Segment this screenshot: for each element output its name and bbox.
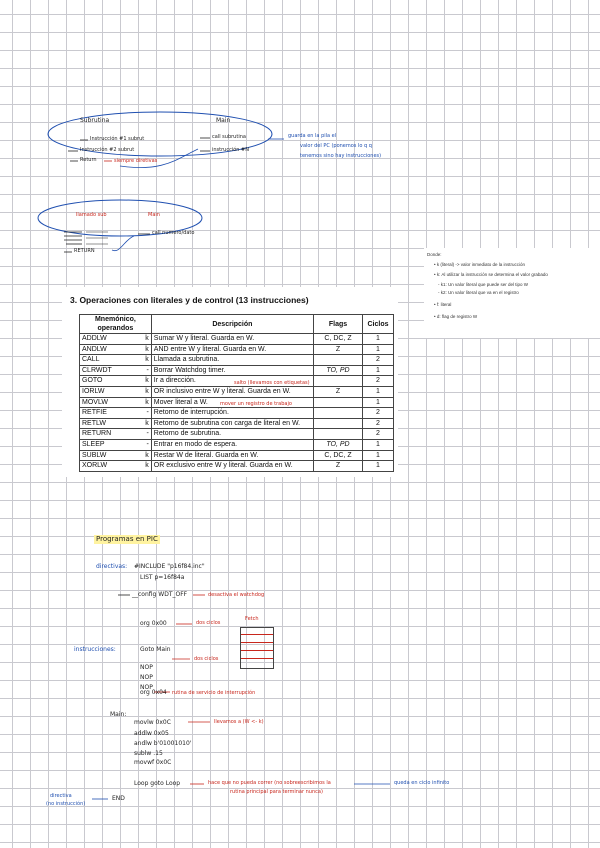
side-note-line: - k1: Un valor literal que puede ser del tipo W bbox=[438, 282, 529, 287]
operand-cell: k bbox=[138, 397, 152, 408]
table-row bbox=[80, 365, 394, 376]
org4-note: rutina de servicio de interrupción bbox=[172, 690, 256, 696]
config-note: desactiva el watchdog bbox=[208, 592, 265, 598]
table-row bbox=[80, 418, 394, 429]
loop-note-1: hace que no pueda correr (no sobreescribimos la bbox=[208, 780, 331, 786]
operand-cell: k bbox=[138, 344, 152, 355]
mnemonic-cell: MOVLW bbox=[80, 397, 138, 408]
operand-cell: - bbox=[138, 365, 152, 376]
description-cell: Retorno de interrupción. bbox=[151, 408, 313, 419]
operand-cell: - bbox=[138, 429, 152, 440]
loop-note-3: queda en ciclo infinito bbox=[394, 780, 450, 786]
directivas-label: directivas: bbox=[96, 563, 128, 570]
header-cycles: Ciclos bbox=[363, 315, 394, 334]
directiva-left-1: directiva bbox=[50, 793, 72, 799]
table-row bbox=[80, 408, 394, 419]
flags-cell: C, DC, Z bbox=[314, 334, 363, 345]
sketch-instr2: Instrucción #2 subrut bbox=[80, 147, 135, 153]
goto-annotation: salto (llevamos con etiquetas) bbox=[234, 380, 310, 386]
table-row bbox=[80, 450, 394, 461]
side-note-line: • d: flag de registro W bbox=[434, 314, 478, 319]
code-line: andlw b'01001010' bbox=[134, 740, 192, 747]
operand-cell: - bbox=[138, 408, 152, 419]
instrucciones-label: instrucciones: bbox=[74, 646, 116, 653]
side-note-line: • k (literal) -> valor inmediato de la instrucción bbox=[434, 262, 525, 267]
directiva-left-2: (no instrucción) bbox=[46, 801, 86, 807]
mnemonic-cell: ANDLW bbox=[80, 344, 138, 355]
sketch-siempre-note: siempre diretivas bbox=[114, 158, 158, 164]
mnemonic-cell: SUBLW bbox=[80, 450, 138, 461]
instruction-table bbox=[79, 314, 394, 472]
flags-cell: Z bbox=[314, 344, 363, 355]
flags-cell: TO, PD bbox=[314, 365, 363, 376]
description-cell: Borrar Watchdog timer. bbox=[151, 365, 313, 376]
operand-cell: k bbox=[138, 386, 152, 397]
movlw-note: llevamos a (W <- k) bbox=[214, 719, 264, 725]
code-end: END bbox=[112, 795, 125, 802]
code-line: movlw 0x0C bbox=[134, 719, 171, 726]
mnemonic-cell: IORLW bbox=[80, 386, 138, 397]
code-nop: NOP bbox=[140, 684, 153, 691]
operand-cell: k bbox=[138, 418, 152, 429]
goto-note: dos ciclos bbox=[194, 656, 219, 662]
side-note-card bbox=[424, 248, 600, 338]
cycles-cell: 1 bbox=[363, 450, 394, 461]
cycles-cell: 1 bbox=[363, 439, 394, 450]
flags-cell bbox=[314, 397, 363, 408]
description-cell: Mover literal a W. bbox=[151, 397, 313, 408]
description-cell: Retorno de subrutina con carga de literal en W. bbox=[151, 418, 313, 429]
cycles-cell: 1 bbox=[363, 334, 394, 345]
sketch-instr1: Instrucción #1 subrut bbox=[90, 136, 145, 142]
description-cell: Ir a dirección. bbox=[151, 376, 313, 387]
operand-cell: k bbox=[138, 376, 152, 387]
header-mnemonic: Mnemónico, operandos bbox=[80, 315, 152, 334]
side-note-line: - k2: Un valor literal que va en el registro bbox=[438, 290, 519, 295]
code-goto-main: Goto Main bbox=[140, 646, 171, 653]
flags-cell bbox=[314, 418, 363, 429]
cycles-cell: 1 bbox=[363, 344, 394, 355]
table-title: 3. Operaciones con literales y de control (13 instrucciones) bbox=[70, 295, 309, 305]
cycles-cell: 2 bbox=[363, 355, 394, 366]
operand-cell: k bbox=[138, 355, 152, 366]
memory-diagram bbox=[240, 627, 274, 669]
code-org4: org 0x04 bbox=[140, 689, 167, 696]
sketch-call: call subrutina bbox=[212, 134, 246, 140]
mnemonic-cell: RETFIE bbox=[80, 408, 138, 419]
code-list: LIST p=16f84a bbox=[140, 574, 185, 581]
code-line: addlw 0x05 bbox=[134, 730, 169, 737]
side-note-title: Donde: bbox=[427, 252, 442, 257]
sketch-subrutina-label: Subrutina bbox=[80, 117, 110, 124]
operand-cell: k bbox=[138, 334, 152, 345]
flags-cell bbox=[314, 429, 363, 440]
table-row bbox=[80, 386, 394, 397]
table-row bbox=[80, 461, 394, 472]
mnemonic-cell: CALL bbox=[80, 355, 138, 366]
mnemonic-cell: GOTO bbox=[80, 376, 138, 387]
cycles-cell: 2 bbox=[363, 418, 394, 429]
mnemonic-cell: RETLW bbox=[80, 418, 138, 429]
description-cell: AND entre W y literal. Guarda en W. bbox=[151, 344, 313, 355]
cycles-cell: 1 bbox=[363, 397, 394, 408]
org0-note: dos ciclos bbox=[196, 620, 221, 626]
sketch-note-line1: guarda en la pila el bbox=[288, 133, 337, 139]
sketch-llamado-label: llamado sub bbox=[76, 212, 107, 218]
sketch-return: Return bbox=[80, 157, 97, 163]
flags-cell: TO, PD bbox=[314, 439, 363, 450]
table-row bbox=[80, 334, 394, 345]
code-line: sublw .15 bbox=[134, 750, 163, 757]
code-nop: NOP bbox=[140, 674, 153, 681]
table-row bbox=[80, 429, 394, 440]
code-include: #INCLUDE "p16f84.inc" bbox=[134, 563, 205, 570]
movlw-annotation: mover un registro de trabajo bbox=[220, 401, 292, 407]
sketch-note-line3: tenemos sino hay instrucciones) bbox=[300, 153, 382, 159]
program-title: Programas en PIC bbox=[96, 535, 158, 543]
flags-cell bbox=[314, 408, 363, 419]
code-org0: org 0x00 bbox=[140, 620, 167, 627]
description-cell: Sumar W y literal. Guarda en W. bbox=[151, 334, 313, 345]
operand-cell: k bbox=[138, 461, 152, 472]
main-label: Main: bbox=[110, 711, 127, 718]
mnemonic-cell: CLRWDT bbox=[80, 365, 138, 376]
code-loop: Loop goto Loop bbox=[134, 780, 181, 787]
cycles-cell: 1 bbox=[363, 461, 394, 472]
flags-cell bbox=[314, 355, 363, 366]
code-nop: NOP bbox=[140, 664, 153, 671]
mnemonic-cell: ADDLW bbox=[80, 334, 138, 345]
flags-cell: Z bbox=[314, 461, 363, 472]
sketch-mid-main-label: Main bbox=[148, 212, 160, 218]
header-flags: Flags bbox=[314, 315, 363, 334]
table-row bbox=[80, 355, 394, 366]
header-description: Descripción bbox=[151, 315, 313, 334]
sketch-note-line2: valor del PC (ponemos lo q q bbox=[300, 143, 372, 149]
side-note-line: • f: literal bbox=[434, 302, 452, 307]
cycles-cell: 2 bbox=[363, 429, 394, 440]
description-cell: OR exclusivo entre W y literal. Guarda en W. bbox=[151, 461, 313, 472]
description-cell: OR inclusivo entre W y literal. Guarda en W. bbox=[151, 386, 313, 397]
code-line: movwf 0x0C bbox=[134, 759, 172, 766]
mnemonic-cell: RETURN bbox=[80, 429, 138, 440]
description-cell: Entrar en modo de espera. bbox=[151, 439, 313, 450]
mnemonic-cell: SLEEP bbox=[80, 439, 138, 450]
cycles-cell: 2 bbox=[363, 408, 394, 419]
loop-note-2: rutina principal para terminar nunca) bbox=[230, 789, 323, 795]
mnemonic-cell: XORLW bbox=[80, 461, 138, 472]
sketch-instr-n: instrucción #N bbox=[212, 147, 249, 153]
memory-title: Fetch bbox=[245, 616, 259, 622]
cycles-cell: 2 bbox=[363, 376, 394, 387]
code-config: __config WDT_OFF bbox=[132, 591, 188, 598]
operand-cell: k bbox=[138, 450, 152, 461]
cycles-cell: 1 bbox=[363, 386, 394, 397]
flags-cell bbox=[314, 376, 363, 387]
description-cell: Llamada a subrutina. bbox=[151, 355, 313, 366]
table-row bbox=[80, 344, 394, 355]
sketch-mid-call: call numero/dato bbox=[152, 230, 195, 236]
flags-cell: C, DC, Z bbox=[314, 450, 363, 461]
sketch-main-label: Main bbox=[216, 117, 231, 124]
table-row bbox=[80, 439, 394, 450]
description-cell: Retorno de subrutina. bbox=[151, 429, 313, 440]
sketch-mid-return: RETURN bbox=[74, 248, 95, 254]
flags-cell: Z bbox=[314, 386, 363, 397]
side-note-line: • k: Al utilizar la instrucción se determina el valor grabado bbox=[434, 272, 548, 277]
operand-cell: - bbox=[138, 439, 152, 450]
cycles-cell: 1 bbox=[363, 365, 394, 376]
instruction-table-card bbox=[62, 287, 398, 477]
description-cell: Restar W de literal. Guarda en W. bbox=[151, 450, 313, 461]
